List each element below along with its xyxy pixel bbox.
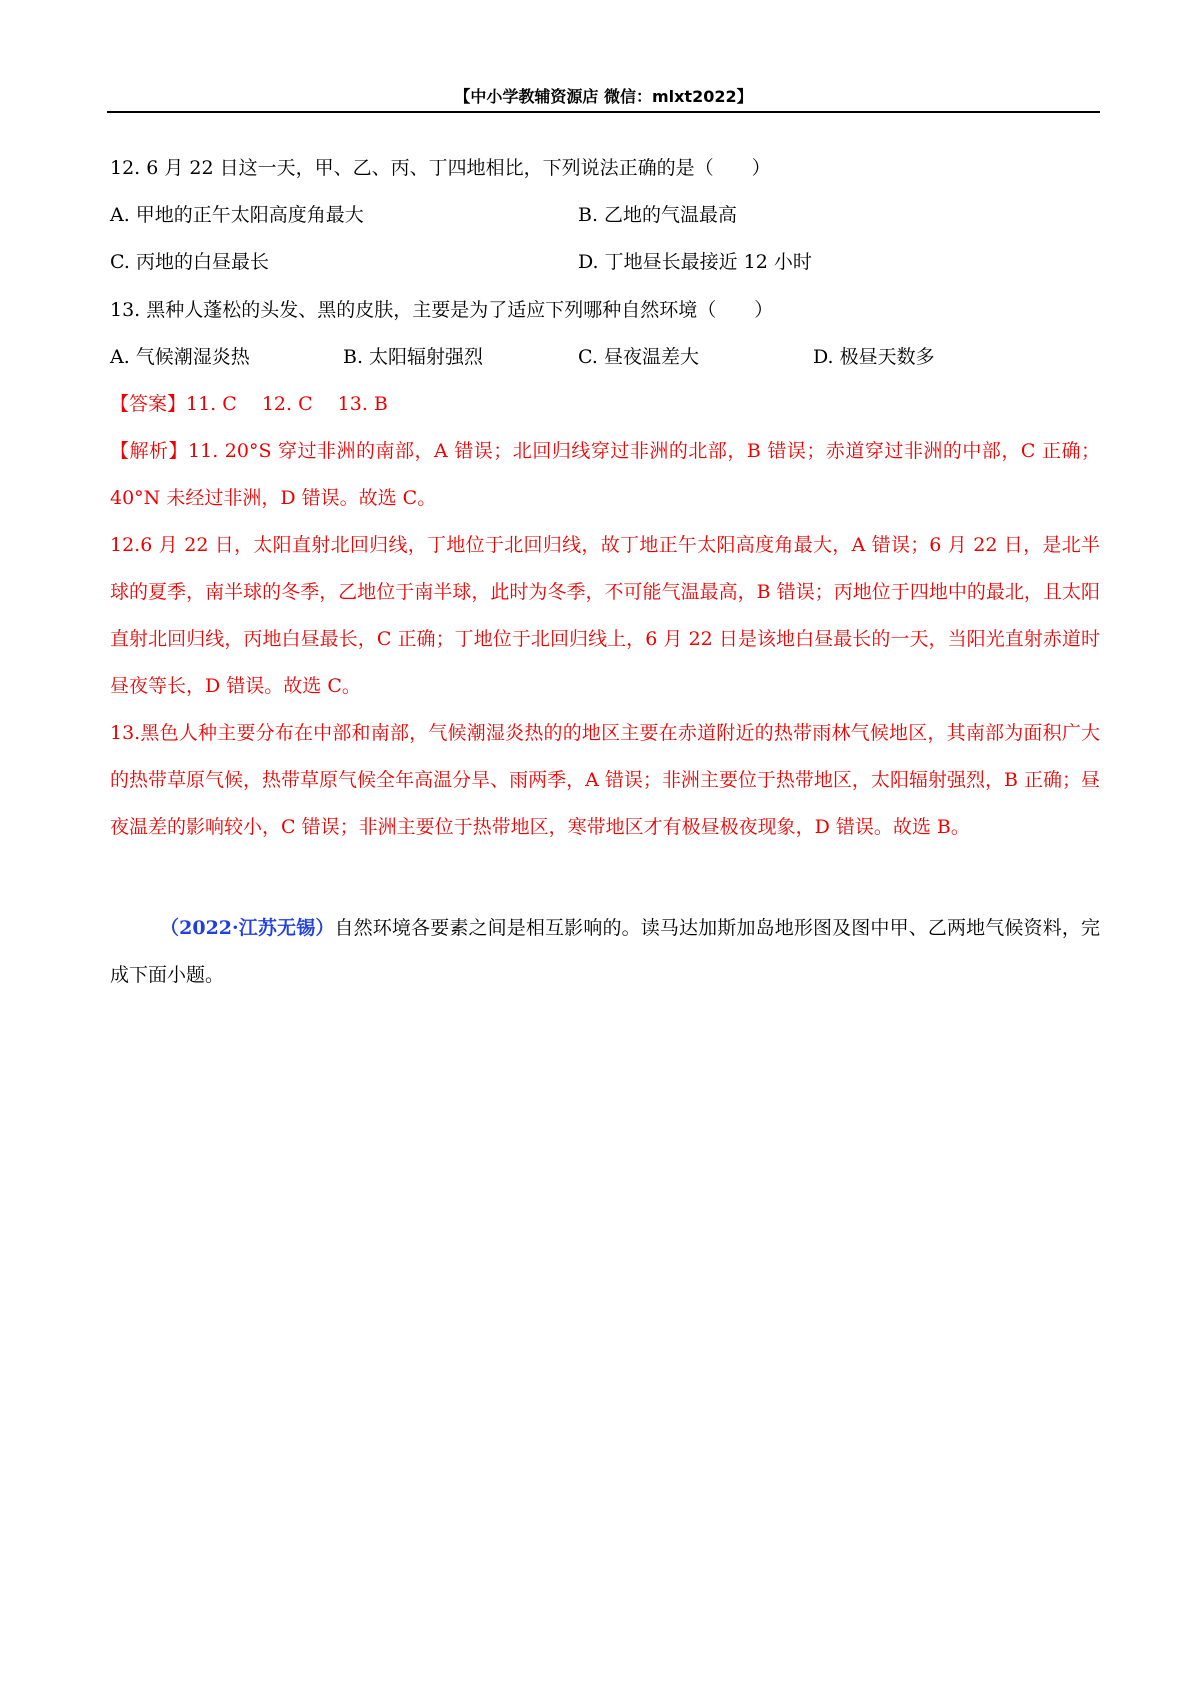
- question-12-stem: 12. 6 月 22 日这一天，甲、乙、丙、丁四地相比，下列说法正确的是（ ）: [110, 157, 771, 179]
- page-header: 【中小学教辅资源店 微信：mlxt2022】: [454, 87, 753, 106]
- question-13-stem: 13. 黑种人蓬松的头发、黑的皮肤，主要是为了适应下列哪种自然环境（ ）: [110, 299, 774, 321]
- question-12-option-d: D. 丁地昼长最接近 12 小时: [578, 251, 812, 273]
- question-13-option-c: C. 昼夜温差大: [578, 346, 699, 368]
- question-13-option-b: B. 太阳辐射强烈: [343, 346, 484, 368]
- question-13-option-a: A. 气候潮湿炎热: [110, 346, 250, 368]
- next-question-intro: [110, 905, 1100, 999]
- analysis-12: 12.6 月 22 日，太阳直射北回归线，丁地位于北回归线，故丁地正午太阳高度角最大，A 错误；6 月 22 日，是北半球的夏季，南半球的冬季，乙地位于南半球，此时为冬季，不可能气温最高，B 错误；丙地位于四地中的最北，且太阳直射北回归线，丙地白昼最长，C 正确；丁地位于北回归线上，6 月 22 日是该地白昼最长的一天，当阳光直射赤道时昼夜等长，D 错误。故选 C。: [110, 534, 1100, 697]
- header-rule: [107, 111, 1100, 113]
- analysis-13: 13.黑色人种主要分布在中部和南部，气候潮湿炎热的的地区主要在赤道附近的热带雨林气候地区，其南部为面积广大的热带草原气候，热带草原气候全年高温分旱、雨两季，A 错误；非洲主要位于热带地区，太阳辐射强烈，B 正确；昼夜温差的影响较小，C 错误；非洲主要位于热带地区，寒带地区才有极昼极夜现象，D 错误。故选 B。: [110, 722, 1100, 838]
- question-12-option-c: C. 丙地的白昼最长: [110, 251, 269, 273]
- intro-text: 自然环境各要素之间是相互影响的。读马达加斯加岛地形图及图中甲、乙两地气候资料，完成下面小题。: [110, 917, 1100, 986]
- analysis-11: 【解析】11. 20°S 穿过非洲的南部，A 错误；北回归线穿过非洲的北部，B 错误；赤道穿过非洲的中部，C 正确；40°N 未经过非洲，D 错误。故选 C。: [110, 440, 1100, 509]
- question-12-option-b: B. 乙地的气温最高: [578, 204, 738, 226]
- question-13-option-d: D. 极昼天数多: [813, 346, 935, 368]
- source-tag: （2022·江苏无锡）: [160, 917, 335, 939]
- question-12-option-a: A. 甲地的正午太阳高度角最大: [110, 204, 364, 226]
- answer-line: 【答案】11. C 12. C 13. B: [110, 393, 388, 415]
